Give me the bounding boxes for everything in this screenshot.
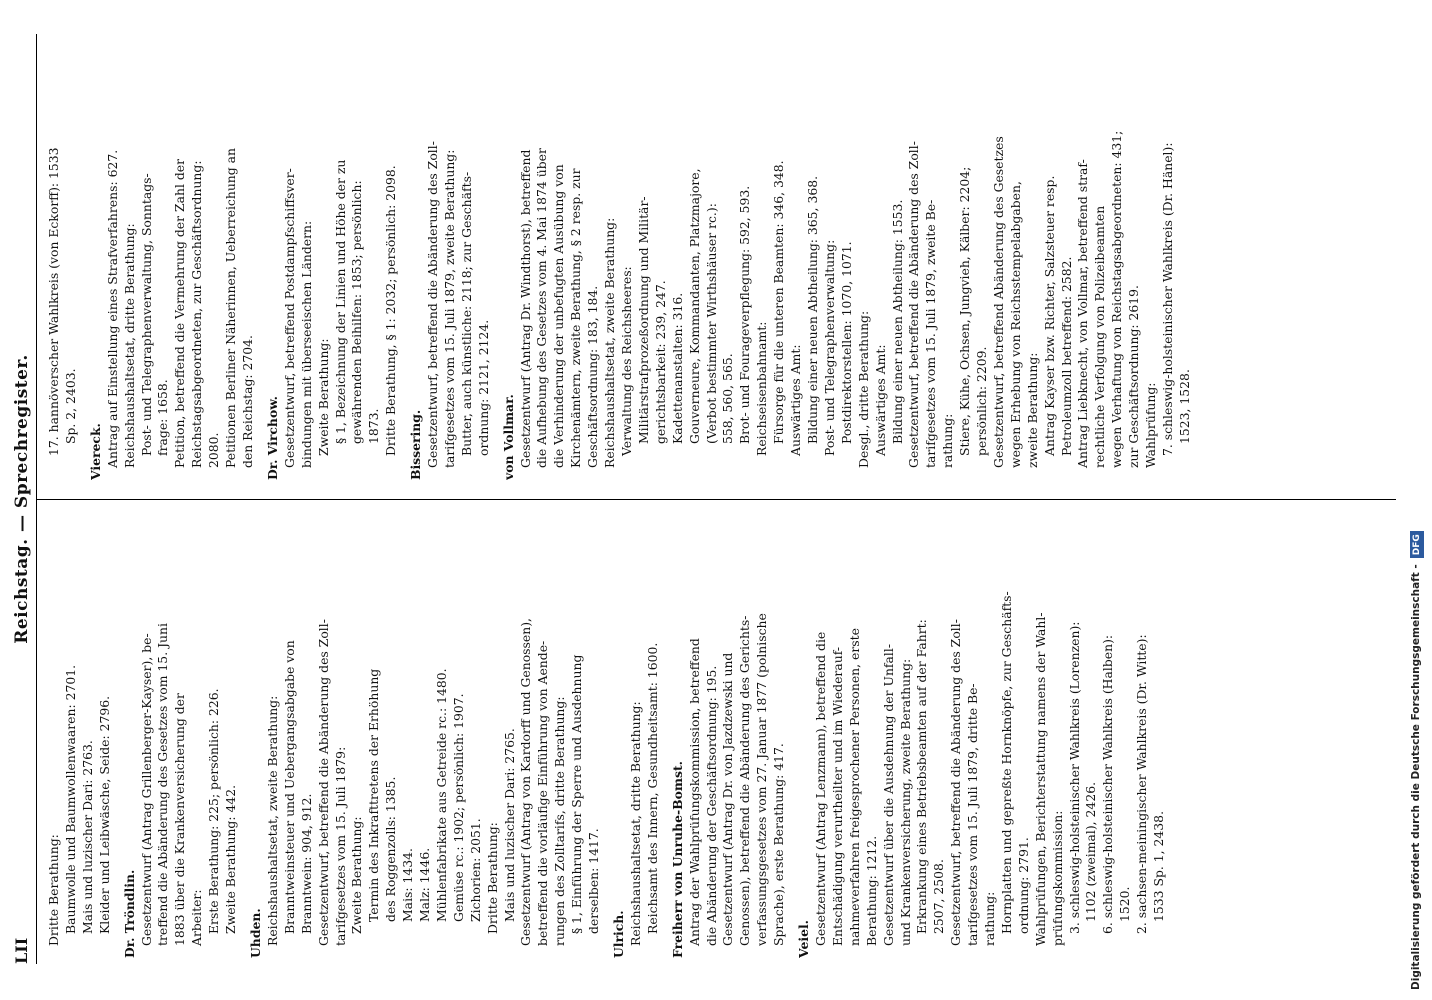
register-line: Reichstagsabgeordneten, zur Geschäftsordnung: [189,160,205,468]
register-line: gerichtsbarkeit: 239, 247. [652,280,668,444]
register-line: Reichseisenbahnamt: [754,321,770,456]
register-line: Wahlprüfung: [1143,382,1159,468]
register-line: Gesetzentwurf, betreffend die Abänderung des Zoll- [906,141,922,468]
register-line: Sp. 2, 2403. [62,368,78,444]
register-line: Branntweinsteuer und Uebergangsabgabe von [281,640,297,934]
register-line: Geschäftsordnung: 183, 184. [585,285,601,468]
register-line: betreffend die vorläufige Einführung von Aende- [535,640,551,946]
register-line: Mais und luzischer Dari: 2763. [79,740,95,934]
register-line: die Aufhebung des Gesetzes vom 4. Mai 1874 über [534,148,550,468]
speaker-name: Dr. Virchow. [264,396,280,480]
register-line: Antrag der Wahlprüfungskommission, betreffend [686,638,702,946]
register-line: zweite Berathung: [1024,352,1040,468]
register-line: Reichshaushaltsetat, zweite Berathung: [602,217,618,468]
register-line: die Abänderung der Geschäftsordnung: 195. [703,665,719,946]
register-line: Kirchenämtern, zweite Berathung, § 2 resp. zur [568,168,584,468]
register-line: Berathung: 1212. [863,835,879,946]
register-line: 1102 (zweimal), 2426. [1083,781,1099,922]
register-line: 558, 560, 565. [720,353,736,444]
register-line: 1873. [366,408,382,444]
register-line: ordnung: 2791. [1015,837,1031,934]
register-line: Arbeiter: [189,889,205,946]
right-column [46,40,1194,480]
register-line: Gemüse rc.: 1902; persönlich: 1907. [450,693,466,922]
register-line: Termin des Inkrafttretens der Erhöhung [366,668,382,922]
speaker-name: von Vollmar. [500,394,516,480]
register-line: Militärstrafprozeßordnung und Militär- [635,196,651,444]
speaker-name: Dr. Tröndlin. [121,869,137,958]
register-line: Postdirektorstellen: 1070, 1071. [838,241,854,444]
speaker-name: Freiherr von Unruhe-Bomst. [669,761,685,958]
register-line: Bildung einer neuen Abtheilung: 1553. [889,199,905,444]
register-line: Gesetzentwurf, betreffend Abänderung des Gesetzes [990,136,1006,468]
register-line: Gesetzentwurf, betreffend die Abänderung des Zoll- [315,619,331,946]
register-line: Auswärtiges Amt: [788,344,804,456]
register-line: des Roggenzolls: 1385. [383,776,399,922]
speaker-name: Ulrich. [611,910,626,958]
register-line: Erste Berathung: 225; persönlich: 226. [206,688,222,934]
register-line: Baumwolle und Baumwollenwaaren: 2701. [62,664,78,934]
register-line: gewährenden Beihilfen: 1853; persönlich: [349,180,365,444]
register-line: den Reichstag: 2704. [239,335,255,468]
register-line: tarifgesetzes vom 15. Juli 1879, dritte Be- [965,683,981,946]
register-line: 1523, 1528. [1176,369,1192,444]
register-line: Gesetzentwurf (Antrag Dr. Windthorst), betreffend [517,149,533,468]
digitization-note-text: Digitalisierung gefördert durch die Deutsche Forschungsgemeinschaft - [1410,564,1422,990]
register-line: Malz: 1446. [417,847,433,922]
dfg-logo: DFG [1410,531,1424,558]
register-line: Kleider und Leibwäsche, Seide: 2796. [96,695,112,934]
speaker-name: Bissering. [408,409,424,480]
digitization-note [1405,10,1427,990]
register-line: verfassungsgesetzes vom 27. Januar 1877 (polnische [754,613,770,946]
register-line: Verwaltung des Reichsheeres: [619,266,634,456]
register-line: Desgl., dritte Berathung: [855,310,871,468]
column-divider [36,499,1396,500]
register-line: Petition, betreffend die Vermehrung der Zahl der [172,158,188,468]
register-line: Mühlenfabrikate aus Getreide rc.: 1480. [433,668,449,922]
register-line: Reichsamt des Innern, Gesundheitsamt: 1600. [644,642,660,934]
left-column [46,518,1168,958]
register-line: 1533 Sp. 1, 2438. [1151,810,1167,922]
register-line: derselben: 1417. [586,828,602,934]
register-line: Gesetzentwurf (Antrag Grillenberger-Kayser), be- [138,633,154,946]
register-line: Branntwein: 904, 912. [298,793,314,934]
register-line: Gesetzentwurf, betreffend Postdampfschiffsver- [281,168,297,468]
register-line: bindungen mit überseeischen Ländern: [298,220,314,468]
speaker-name: Veiel. [796,920,812,958]
register-line: Hornplatten und gepreßte Hornknöpfe, zur Geschäfts- [998,591,1014,934]
register-line: Sprache), erste Berathung: 417. [771,743,787,946]
register-line: 3. schleswig-holsteinischer Wahlkreis (Lorenzen): [1066,621,1082,934]
register-line: Post- und Telegraphenverwaltung: [821,239,837,456]
register-line: Reichshaushaltsetat, zweite Berathung: [264,695,280,946]
register-line: 1520. [1117,886,1133,922]
register-line: Gesetzentwurf (Antrag von Kardorff und Genossen), [518,618,534,946]
register-line: Reichshaushaltsetat, dritte Berathung: [121,223,137,468]
register-line: Antrag auf Einstellung eines Strafverfahrens: 627. [104,149,120,468]
register-line: die Verhinderung der unbefugten Ausübung von [551,164,567,468]
register-line: wegen Erhebung von Reichsstempelabgaben, [1007,181,1023,468]
register-line: Gouverneure, Kommandanten, Platzmajore, [686,168,702,444]
register-line: Petroleumzoll betreffend: 2582. [1058,256,1074,456]
register-line: Petitionen Berliner Näherinnen, Ueberreichung an [223,147,239,468]
register-line: Dritte Berathung: [484,822,500,934]
register-line: ordnung: 2121, 2124. [475,319,491,456]
page-number: LII [12,937,31,964]
register-line: Dritte Berathung: [46,834,61,946]
register-line: (Verbot bestimmter Wirthshäuser rc.): [703,203,719,444]
register-line: 2507, 2508. [931,859,947,934]
register-line: treffend die Abänderung des Gesetzes vom 15. Juni [155,623,171,946]
register-line: Gesetzentwurf (Antrag Lenzmann), betreffend die [812,631,828,946]
register-line: 17. hannöverscher Wahlkreis (von Eckorff): 1533 [46,147,61,456]
register-line: prüfungskommission: [1049,810,1065,946]
register-line: Brot- und Fourageverpflegung: 592, 593. [737,185,753,444]
register-line: frage: 1658. [155,379,171,456]
page-title: Reichstag. — Sprechregister. [12,354,32,644]
register-line: Mais und luzischer Dari: 2765. [501,728,517,922]
register-line: rathung: [982,891,998,946]
register-line: Wahlprüfungen, Berichterstattung namens der Wahl- [1032,612,1048,946]
page-header [8,34,37,964]
speaker-name: Viereck. [87,423,103,480]
register-line: Zweite Berathung: [315,338,331,456]
register-line: und Krankenversicherung, zweite Berathung: [897,658,913,946]
register-line: tarifgesetzes vom 15. Juli 1879, zweite Berathung: [441,149,457,468]
register-line: wegen Verhaftung von Reichstagsabgeordneten: 431; [1109,130,1125,468]
register-line: 7. schleswig-holsteinischer Wahlkreis (Dr. Hänel): [1160,142,1175,456]
register-line: rechtliche Verfolgung von Polizeibeamten [1092,205,1108,468]
register-line: Antrag Kayser bzw. Richter, Salzsteuer resp. [1041,175,1057,456]
register-line: Erkrankung eines Betriebsbeamten auf der Fahrt: [914,619,930,934]
register-line: Zweite Berathung: [349,816,365,934]
register-line: Dritte Berathung, § 1: 2032; persönlich: 2098. [383,165,399,456]
speaker-name: Uhden. [247,908,263,958]
register-line: 1883 über die Krankenversicherung der [172,693,188,946]
register-line: Reichshaushaltsetat, dritte Berathung: [627,701,643,946]
register-line: persönlich: 2209. [974,346,990,456]
register-line: Gesetzentwurf, betreffend die Abänderung des Zoll- [948,619,964,946]
register-line: Bildung einer neuen Abtheilung: 365, 368. [804,175,820,444]
register-line: Fürsorge für die unteren Beamten: 346, 348. [771,160,787,444]
register-line: rathung: [940,413,956,468]
register-line: Entschädigung verurtheilter und im Wiederauf- [829,646,845,946]
register-line: Gesetzentwurf, betreffend die Abänderung des Zoll- [425,141,441,468]
register-line: 6. schleswig-holsteinischer Wahlkreis (Halben): [1100,634,1116,934]
register-line: zur Geschäftsordnung: 2619. [1126,285,1142,468]
register-line: Gesetzentwurf (Antrag Dr. von Jazdzewski und [720,652,736,946]
register-line: Antrag Liebknecht, von Vollmar, betreffend straf- [1075,159,1091,468]
register-line: Zweite Berathung: 442. [223,784,239,934]
register-line: § 1, Einführung der Sperre und Ausdehnung [569,654,585,934]
register-line: Stiere, Kühe, Ochsen, Jungvieh, Kälber: 2204; [957,166,973,456]
register-line: Zichorien: 2051. [467,818,483,922]
register-line: 2. sachsen-meiningischer Wahlkreis (Dr. Witte): [1134,634,1150,934]
register-line: 2080. [206,432,222,468]
register-line: Gesetzentwurf über die Ausdehnung der Unfall- [880,643,896,946]
register-line: Kadettenanstalten: 316. [669,292,685,444]
register-line: Mais: 1434. [400,848,416,922]
register-line: rungen des Zolltarifs, dritte Berathung: [552,696,568,946]
register-line: Auswärtiges Amt: [872,344,888,456]
register-line: tarifgesetzes vom 15. Juli 1879, zweite Be- [923,199,939,468]
register-line: tarifgesetzes vom 15. Juli 1879: [332,746,348,946]
register-line: Genossen), betreffend die Abänderung des Gerichts- [737,615,753,946]
register-line: Butter, auch künstliche: 2118; zur Geschäfts- [458,171,474,456]
register-line: Post- und Telegraphenverwaltung, Sonntags- [138,173,154,456]
register-line: § 1, Bezeichnung der Linien und Höhe der zu [332,159,348,444]
register-line: nahmeverfahren freigesprochener Personen, erste [846,628,862,946]
